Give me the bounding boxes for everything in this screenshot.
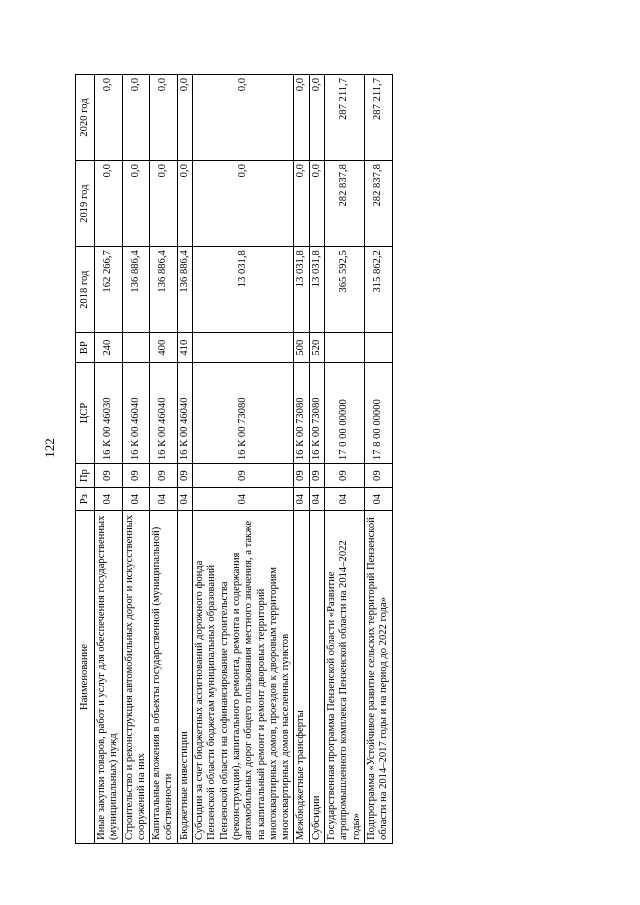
- row-name: Подпрограмма «Устойчивое развитие сельских территорий Пензенской области на 2014–2017 годы и на период до 2022 года»: [364, 511, 392, 844]
- row-2018: 136 886,4: [122, 247, 150, 333]
- row-vr: 400: [150, 333, 178, 363]
- row-csr: 16 К 00 46040: [177, 363, 192, 464]
- row-2019: 0,0: [122, 161, 150, 247]
- table-row: [177, 75, 192, 844]
- row-2020: 287 211,7: [325, 75, 365, 161]
- row-csr: 16 К 00 73080: [294, 363, 309, 464]
- row-2020: 0,0: [122, 75, 150, 161]
- row-2019: 282 837,8: [364, 161, 392, 247]
- row-rz: 04: [177, 488, 192, 511]
- row-2019: 0,0: [95, 161, 123, 247]
- row-pr: 09: [309, 464, 324, 488]
- row-name: Субсидии за счет бюджетных ассигнований дорожного фонда Пензенской области бюджетам муниципальных образований Пензенской области на софинансирование строительства (реконструкции), капитального ремонта, ремонта и содержания автомобильных дорог общего пользования местного значения, а также на капитальный ремонт и ремонт дворовых территорий многоквартирных домов, проездов к дворовым территориям многоквартирных домов населенных пунктов: [193, 511, 294, 844]
- row-vr: 520: [309, 333, 324, 363]
- row-2019: 282 837,8: [325, 161, 365, 247]
- row-rz: 04: [309, 488, 324, 511]
- row-pr: 09: [177, 464, 192, 488]
- header-vr: ВР: [76, 333, 95, 363]
- header-name: Наименование: [76, 511, 95, 844]
- row-rz: 04: [364, 488, 392, 511]
- row-rz: 04: [193, 488, 294, 511]
- row-csr: 16 К 00 73080: [193, 363, 294, 464]
- row-rz: 04: [122, 488, 150, 511]
- row-2018: 365 592,5: [325, 247, 365, 333]
- row-2020: 0,0: [193, 75, 294, 161]
- row-pr: 09: [150, 464, 178, 488]
- row-pr: 09: [193, 464, 294, 488]
- row-name: Строительство и реконструкция автомобильных дорог и искусственных сооружений на них: [122, 511, 150, 844]
- table-row: [95, 75, 123, 844]
- row-rz: 04: [150, 488, 178, 511]
- budget-table: [75, 74, 393, 844]
- row-2019: 0,0: [294, 161, 309, 247]
- row-2020: 0,0: [150, 75, 178, 161]
- rotated-table-area: [75, 74, 447, 844]
- row-pr: 09: [294, 464, 309, 488]
- row-2019: 0,0: [193, 161, 294, 247]
- row-pr: 09: [325, 464, 365, 488]
- table-row: [325, 75, 365, 844]
- header-2018: 2018 год: [76, 247, 95, 333]
- row-vr: [193, 333, 294, 363]
- row-2018: 13 031,8: [193, 247, 294, 333]
- row-2018: 13 031,8: [309, 247, 324, 333]
- header-2019: 2019 год: [76, 161, 95, 247]
- table-row: [294, 75, 309, 844]
- row-vr: [325, 333, 365, 363]
- row-csr: 17 8 00 00000: [364, 363, 392, 464]
- row-2018: 13 031,8: [294, 247, 309, 333]
- row-2019: 0,0: [309, 161, 324, 247]
- row-2020: 0,0: [95, 75, 123, 161]
- row-2018: 162 266,7: [95, 247, 123, 333]
- row-rz: 04: [294, 488, 309, 511]
- row-2018: 136 886,4: [177, 247, 192, 333]
- row-vr: [364, 333, 392, 363]
- header-rz: Рз: [76, 488, 95, 511]
- row-vr: 410: [177, 333, 192, 363]
- table-header-row: [76, 75, 95, 844]
- row-vr: 500: [294, 333, 309, 363]
- row-csr: 16 К 00 46040: [150, 363, 178, 464]
- table-row: [122, 75, 150, 844]
- row-2018: 136 886,4: [150, 247, 178, 333]
- row-vr: 240: [95, 333, 123, 363]
- rotated-content: [75, 74, 447, 844]
- row-csr: 17 0 00 00000: [325, 363, 365, 464]
- table-row: [193, 75, 294, 844]
- row-name: Капитальные вложения в объекты государственной (муниципальной) собственности: [150, 511, 178, 844]
- header-2020: 2020 год: [76, 75, 95, 161]
- row-csr: 16 К 00 46040: [122, 363, 150, 464]
- row-rz: 04: [95, 488, 123, 511]
- row-2019: 0,0: [150, 161, 178, 247]
- row-csr: 16 К 00 46030: [95, 363, 123, 464]
- row-pr: 09: [364, 464, 392, 488]
- row-2018: 315 862,2: [364, 247, 392, 333]
- row-2020: 0,0: [177, 75, 192, 161]
- row-rz: 04: [325, 488, 365, 511]
- header-pr: Пр: [76, 464, 95, 488]
- row-2019: 0,0: [177, 161, 192, 247]
- row-pr: 09: [95, 464, 123, 488]
- row-csr: 16 К 00 73080: [309, 363, 324, 464]
- row-2020: 0,0: [294, 75, 309, 161]
- row-2020: 287 211,7: [364, 75, 392, 161]
- row-name: Межбюджетные трансферты: [294, 511, 309, 844]
- row-vr: [122, 333, 150, 363]
- table-row: [364, 75, 392, 844]
- header-csr: ЦСР: [76, 363, 95, 464]
- row-name: Государственная программа Пензенской области «Развитие агропромышленного комплекса Пензенской области на 2014–2022 годы»: [325, 511, 365, 844]
- row-name: Бюджетные инвестиции: [177, 511, 192, 844]
- row-name: Субсидии: [309, 511, 324, 844]
- row-name: Иные закупки товаров, работ и услуг для обеспечения государственных (муниципальных) нужд: [95, 511, 123, 844]
- table-row: [309, 75, 324, 844]
- page-number: 122: [42, 438, 57, 458]
- table-row: [150, 75, 178, 844]
- row-2020: 0,0: [309, 75, 324, 161]
- row-pr: 09: [122, 464, 150, 488]
